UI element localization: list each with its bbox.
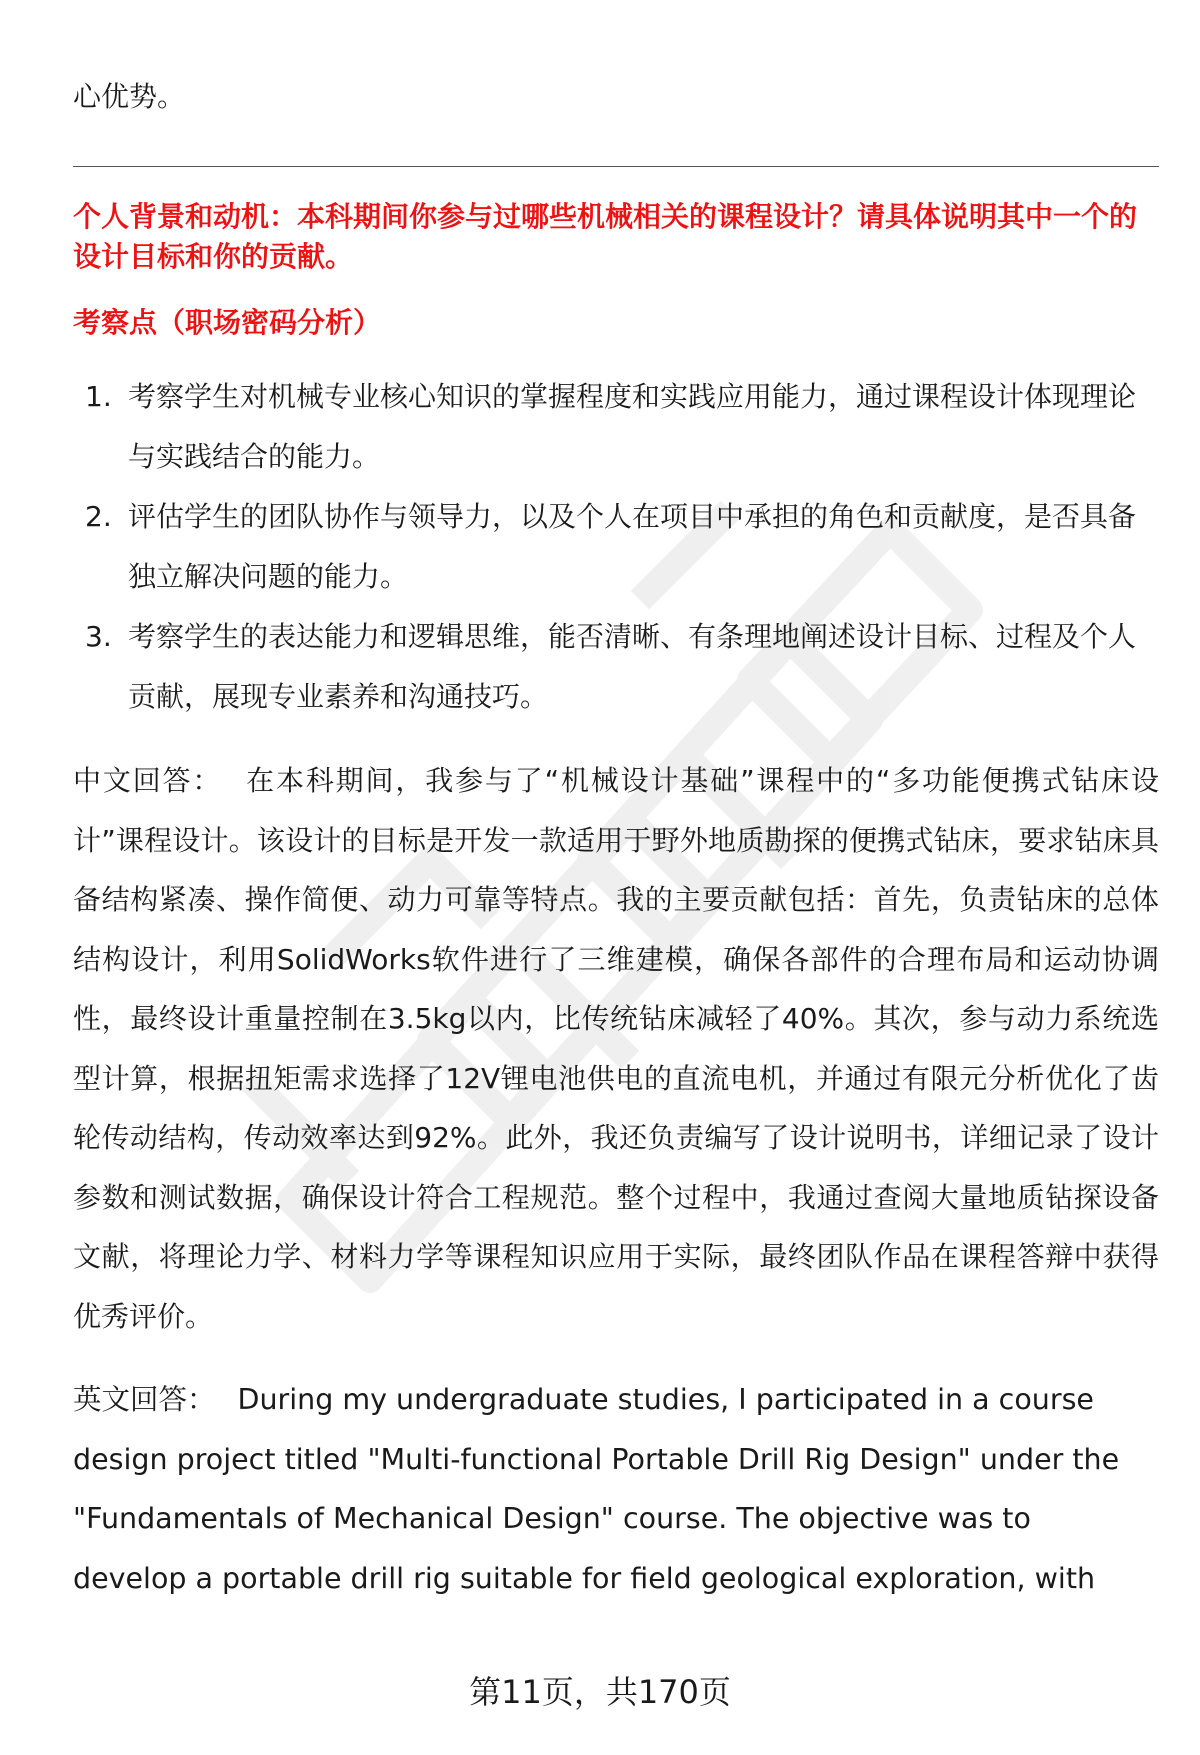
list-item-number: 1. <box>85 380 112 413</box>
list-item <box>73 367 1159 487</box>
english-answer <box>73 1370 1159 1608</box>
english-answer-text: During my undergraduate studies, I participated in a course design project titled "Multi-functional Portable Drill Rig Design" under the "Fundamentals of Mechanical Design" course. The objective was to develop a portable drill rig suitable for field geological exploration, with <box>73 1383 1120 1595</box>
chinese-answer-label: 中文回答： <box>73 764 223 797</box>
question-heading: 个人背景和动机：本科期间你参与过哪些机械相关的课程设计？请具体说明其中一个的设计目标和你的贡献。 <box>73 200 1138 273</box>
list-item <box>73 487 1159 607</box>
previous-paragraph-tail: 心优势。 <box>73 80 186 113</box>
english-answer-label: 英文回答： <box>73 1383 216 1416</box>
list-item-text: 考察学生对机械专业核心知识的掌握程度和实践应用能力，通过课程设计体现理论与实践结合的能力。 <box>128 380 1137 473</box>
content-area <box>73 72 1159 1608</box>
list-item-number: 2. <box>85 500 112 533</box>
list-item <box>73 607 1159 727</box>
list-item-number: 3. <box>85 620 112 653</box>
chinese-answer-text: 在本科期间，我参与了“机械设计基础”课程中的“多功能便携式钻床设计”课程设计。该设计的目标是开发一款适用于野外地质勘探的便携式钻床，要求钻床具备结构紧凑、操作简便、动力可靠等特点。我的主要贡献包括：首先，负责钻床的总体结构设计，利用SolidWorks软件进行了三维建模，确保各部件的合理布局和运动协调性，最终设计重量控制在3.5kg以内，比传统钻床减轻了40%。其次，参与动力系统选型计算，根据扭矩需求选择了12V锂电池供电的直流电机，并通过有限元分析优化了齿轮传动结构，传动效率达到92%。此外，我还负责编写了设计说明书，详细记录了设计参数和测试数据，确保设计符合工程规范。整个过程中，我通过查阅大量地质钻探设备文献，将理论力学、材料力学等课程知识应用于实际，最终团队作品在课程答辩中获得优秀评价。 <box>73 764 1159 1333</box>
section-divider <box>73 166 1159 167</box>
analysis-heading: 考察点（职场密码分析） <box>73 306 382 339</box>
page-number: 第11页，共170页 <box>469 1673 731 1711</box>
chinese-answer <box>73 751 1159 1346</box>
list-item-text: 评估学生的团队协作与领导力，以及个人在项目中承担的角色和贡献度，是否具备独立解决问题的能力。 <box>128 500 1137 593</box>
list-item-text: 考察学生的表达能力和逻辑思维，能否清晰、有条理地阐述设计目标、过程及个人贡献，展现专业素养和沟通技巧。 <box>128 620 1137 713</box>
analysis-points-list <box>73 367 1159 727</box>
